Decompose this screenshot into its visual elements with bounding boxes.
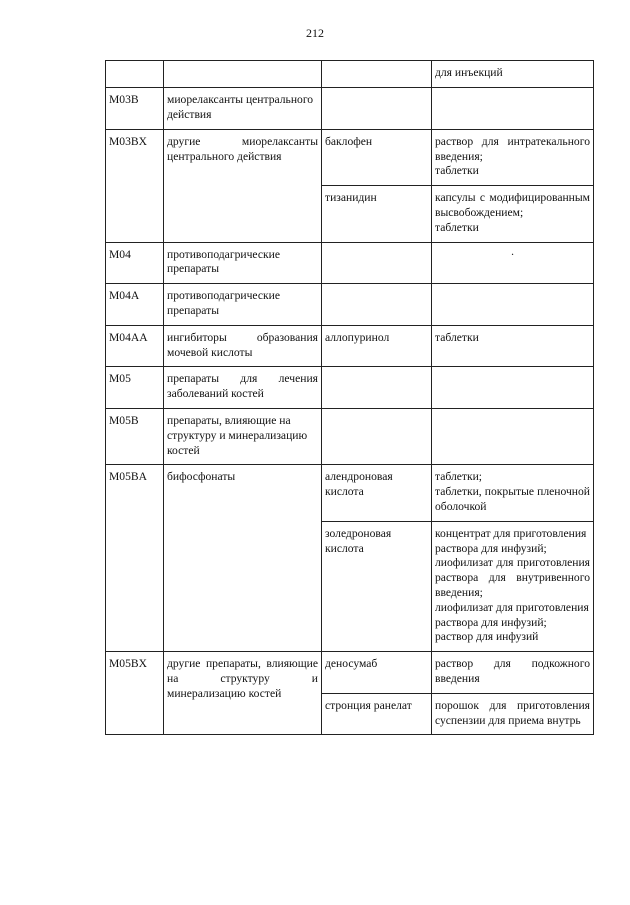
drug-cell: аллопуринол bbox=[322, 325, 432, 367]
form-line: лиофилизат для приготовления раствора для инфузий; bbox=[435, 600, 589, 629]
form-cell bbox=[432, 242, 594, 284]
table-row bbox=[106, 129, 594, 185]
atc-code-cell: M05B bbox=[106, 408, 164, 464]
form-line: для инъекций bbox=[435, 66, 503, 79]
form-mark: · bbox=[510, 247, 515, 261]
table-row bbox=[106, 325, 594, 367]
drug-cell bbox=[322, 367, 432, 409]
drug-cell bbox=[322, 242, 432, 284]
table-row bbox=[106, 242, 594, 284]
form-line: порошок для приготовления суспензии для приема внутрь bbox=[435, 698, 590, 727]
form-line: капсулы с модифицированным высвобождением; bbox=[435, 191, 590, 219]
form-line: лиофилизат для приготовления раствора для внутривенного введения; bbox=[435, 556, 590, 599]
table-row bbox=[106, 367, 594, 409]
group-cell: препараты для лечения заболеваний костей bbox=[164, 367, 322, 409]
form-cell bbox=[432, 652, 594, 694]
form-line: таблетки bbox=[435, 220, 479, 234]
table-row bbox=[106, 465, 594, 521]
atc-code-cell: M04AA bbox=[106, 325, 164, 367]
form-line: таблетки; bbox=[435, 470, 483, 484]
form-cell bbox=[432, 87, 594, 129]
form-cell bbox=[432, 465, 594, 521]
drug-cell: алендроновая кислота bbox=[322, 465, 432, 521]
atc-code-cell: M03BX bbox=[106, 129, 164, 242]
atc-code-cell: M05 bbox=[106, 367, 164, 409]
atc-code-cell bbox=[106, 61, 164, 88]
table-row bbox=[106, 87, 594, 129]
form-cell bbox=[432, 129, 594, 185]
atc-code-cell: M03B bbox=[106, 87, 164, 129]
drug-cell: золедроновая кислота bbox=[322, 521, 432, 651]
drug-cell: деносумаб bbox=[322, 652, 432, 694]
form-cell bbox=[432, 408, 594, 464]
table-row bbox=[106, 408, 594, 464]
atc-code-cell: M05BX bbox=[106, 652, 164, 735]
group-cell: бифосфонаты bbox=[164, 465, 322, 652]
group-cell: противоподагрические препараты bbox=[164, 284, 322, 326]
table-row bbox=[106, 61, 594, 88]
form-line: таблетки bbox=[435, 164, 479, 178]
form-cell bbox=[432, 693, 594, 735]
atc-code-cell: M04 bbox=[106, 242, 164, 284]
form-cell bbox=[432, 521, 594, 651]
group-cell bbox=[164, 61, 322, 88]
page-number: 212 bbox=[306, 26, 324, 40]
drug-cell bbox=[322, 284, 432, 326]
group-cell: ингибиторы образования мочевой кислоты bbox=[164, 325, 322, 367]
drug-cell bbox=[322, 61, 432, 88]
group-cell: миорелаксанты центрального действия bbox=[164, 87, 322, 129]
form-cell bbox=[432, 284, 594, 326]
form-line: таблетки bbox=[435, 330, 479, 344]
drug-cell: стронция ранелат bbox=[322, 693, 432, 735]
atc-code-cell: M04A bbox=[106, 284, 164, 326]
drug-cell: баклофен bbox=[322, 129, 432, 185]
atc-code-cell: M05BA bbox=[106, 465, 164, 652]
form-line: раствор для подкожного введения bbox=[435, 657, 590, 685]
group-cell: другие миорелаксанты центрального действия bbox=[164, 129, 322, 242]
table-row bbox=[106, 284, 594, 326]
table-row bbox=[106, 652, 594, 694]
drug-cell bbox=[322, 87, 432, 129]
form-line: раствор для интратекального введения; bbox=[435, 134, 590, 163]
form-line: раствор для инфузий bbox=[435, 630, 539, 644]
group-cell: препараты, влияющие на структуру и минерализацию костей bbox=[164, 408, 322, 464]
drug-cell bbox=[322, 408, 432, 464]
form-line: таблетки, покрытые пленочной оболочкой bbox=[435, 485, 590, 513]
drug-cell: тизанидин bbox=[322, 186, 432, 242]
group-cell: другие препараты, влияющие на структуру и минерализацию костей bbox=[164, 652, 322, 735]
form-cell bbox=[432, 367, 594, 409]
group-cell: противоподагрические препараты bbox=[164, 242, 322, 284]
form-line: концентрат для приготовления раствора для инфузий; bbox=[435, 526, 587, 555]
drug-table bbox=[105, 60, 594, 735]
form-cell bbox=[432, 61, 594, 88]
form-cell bbox=[432, 186, 594, 242]
form-cell bbox=[432, 325, 594, 367]
